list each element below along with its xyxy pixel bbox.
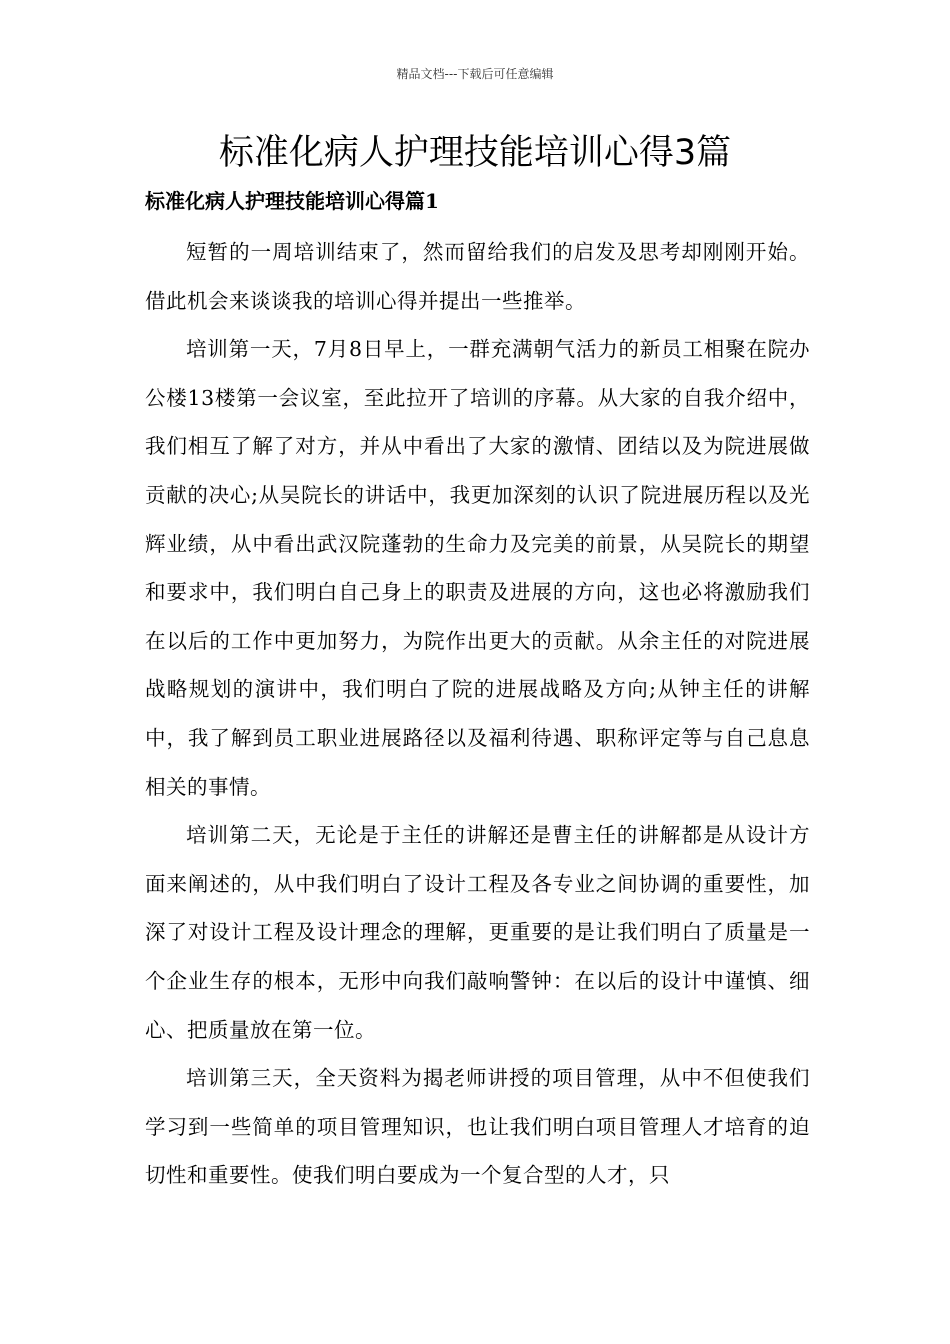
paragraph-3: 培训第二天，无论是于主任的讲解还是曹主任的讲解都是从设计方面来阐述的，从中我们明白了设计工程及各专业之间协调的重要性，加深了对设计工程及设计理念的理解，更重要的是让我们明白了质量是一个企业生存的根本，无形中向我们敲响警钟：在以后的设计中谨慎、细心、把质量放在第一位。 [145, 823, 810, 1042]
paragraph-1: 短暂的一周培训结束了，然而留给我们的启发及思考却刚刚开始。借此机会来谈谈我的培训心得并提出一些推举。 [145, 240, 810, 313]
paragraph-2: 培训第一天，7月8日早上，一群充满朝气活力的新员工相聚在院办公楼13楼第一会议室，至此拉开了培训的序幕。从大家的自我介绍中，我们相互了解了对方，并从中看出了大家的激情、团结以及为院进展做贡献的决心;从吴院长的讲话中，我更加深刻的认识了院进展历程以及光辉业绩，从中看出武汉院蓬勃的生命力及完美的前景，从吴院长的期望和要求中，我们明白自己身上的职责及进展的方向，这也必将激励我们在以后的工作中更加努力，为院作出更大的贡献。从余主任的对院进展战略规划的演讲中，我们明白了院的进展战略及方向;从钟主任的讲解中，我了解到员工职业进展路径以及福利待遇、职称评定等与自己息息相关的事情。 [145, 337, 810, 799]
paragraph-4: 培训第三天，全天资料为揭老师讲授的项目管理，从中不但使我们学习到一些简单的项目管理知识，也让我们明白项目管理人才培育的迫切性和重要性。使我们明白要成为一个复合型的人才，只 [145, 1066, 810, 1188]
document-body [145, 228, 810, 1200]
section-heading: 标准化病人护理技能培训心得篇1 [145, 189, 439, 213]
header-note: 精品文档---下载后可任意编辑 [396, 67, 554, 81]
document-title: 标准化病人护理技能培训心得3篇 [218, 133, 732, 173]
